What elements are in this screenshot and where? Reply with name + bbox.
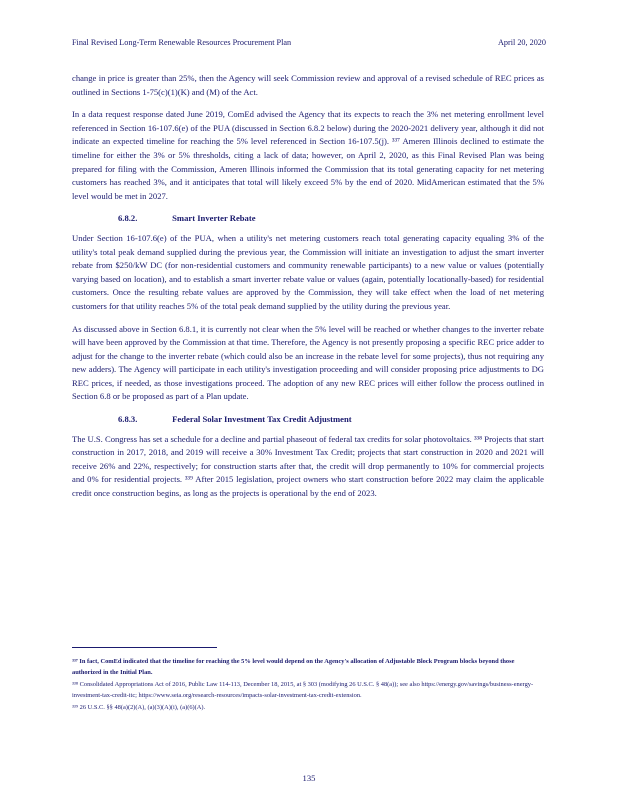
section-title: Smart Inverter Rebate: [172, 213, 256, 224]
paragraph: The U.S. Congress has set a schedule for a decline and partial phaseout of federal tax credits for solar photovoltaics. ³³⁸ Projects that start construction in 2017, 2018, and 2019 will receive a 30% Investment Tax Credit; projects that start construction in 2020 and 2021 will receive 26% and 22%, respectively; for construction starts after that, the credit will drop permanently to 10% for commercial projects and 0% for residential projects. ³³⁹ After 2015 legislation, project owners who start construction before 2022 may claim the applicable credit once construction begins, as long as the projects is operational by the end of 2023.: [72, 433, 544, 499]
section-title: Federal Solar Investment Tax Credit Adjustment: [172, 414, 352, 425]
section-number: 6.8.3.: [118, 414, 138, 425]
footnote: ³³⁹ 26 U.S.C. §§ 48(a)(2)(A), (a)(3)(A)(i), (a)(6)(A).: [72, 704, 206, 711]
section-heading: [72, 413, 544, 427]
footnote: ³³⁷ In fact, ComEd indicated that the timeline for reaching the 5% level would depend on the Agency's allocation of Adjustable Block Program blocks beyond those authorized in the Initial Plan.: [72, 658, 515, 676]
footnotes: [72, 647, 544, 714]
paragraph: change in price is greater than 25%, then the Agency will seek Commission review and approval of a revised schedule of REC prices as outlined in Sections 1-75(c)(1)(K) and (M) of the Act.: [72, 73, 544, 97]
paragraph: In a data request response dated June 2019, ComEd advised the Agency that its expects to reach the 3% net metering enrollment level referenced in Section 16-107.6(e) of the PUA (discussed in Section 6.8.2 below) during the 2020-2021 delivery year, although it did not indicate an expected timeline for reaching the 5% level referenced in Section 16-107.5(j). ³³⁷ Ameren Illinois declined to estimate the timeline for either the 3% or 5% thresholds, citing a lack of data; however, on April 2, 2020, as this Final Revised Plan was being prepared for filing with the Commission, Ameren Illinois informed the Commission that its total generating capacity for net metering customers has reached 3%, and it anticipates that total will likely exceed 5% by the end of 2020. MidAmerican estimated that the 5% level would be met in 2027.: [72, 109, 544, 201]
header-date: April 20, 2020: [498, 38, 546, 47]
section-heading: [72, 212, 544, 226]
footnote-divider: [72, 647, 217, 648]
body-text: [72, 72, 544, 510]
header-title: Final Revised Long-Term Renewable Resources Procurement Plan: [72, 38, 292, 47]
footnote: ³³⁸ Consolidated Appropriations Act of 2016, Public Law 114-113, December 18, 2015, at § 303 (modifying 26 U.S.C. § 48(a)); see also https://energy.gov/savings/business-energy-investment-tax-credit-itc; https://www.seia.org/research-resources/impacts-solar-investment-tax-credit-extension.: [72, 681, 534, 699]
paragraph: Under Section 16-107.6(e) of the PUA, when a utility's net metering customers reach total generating capacity equaling 3% of the utility's total peak demand supplied during the previous year, the Commission will initiate an investigation to adjust the smart inverter rebate from $250/kW DC (for non-residential customers and community renewable participants) to a new value or values (potentially varying based on location), and to establish a smart inverter rebate value or values (again, potentially locationally-based) for residential customers. Once the resulting rebate values are approved by the Commission, they will take effect when the load of net metering customers for that utility reaches 5% of the total peak demand supplied by the utility during the previous year.: [72, 232, 544, 311]
section-number: 6.8.2.: [118, 213, 138, 224]
page-number: 135: [302, 773, 316, 783]
paragraph: As discussed above in Section 6.8.1, it is currently not clear when the 5% level will be reached or whether changes to the inverter rebate will have been approved by the Commission at that time. Therefore, the Agency is not presently proposing a specific REC price adder to adjust for the change to the inverter rebate (which could also be an increase in the rebate level for some projects), thus not requiring any new adders). The Agency will participate in each utility's investigation proceeding and will consider proposing price adjustments to DG REC prices, if needed, as those investigations proceed. The adoption of any new REC prices will either follow the process outlined in Section 6.8 or be proposed as part of a Plan update.: [72, 323, 544, 402]
page-header: [72, 38, 546, 47]
